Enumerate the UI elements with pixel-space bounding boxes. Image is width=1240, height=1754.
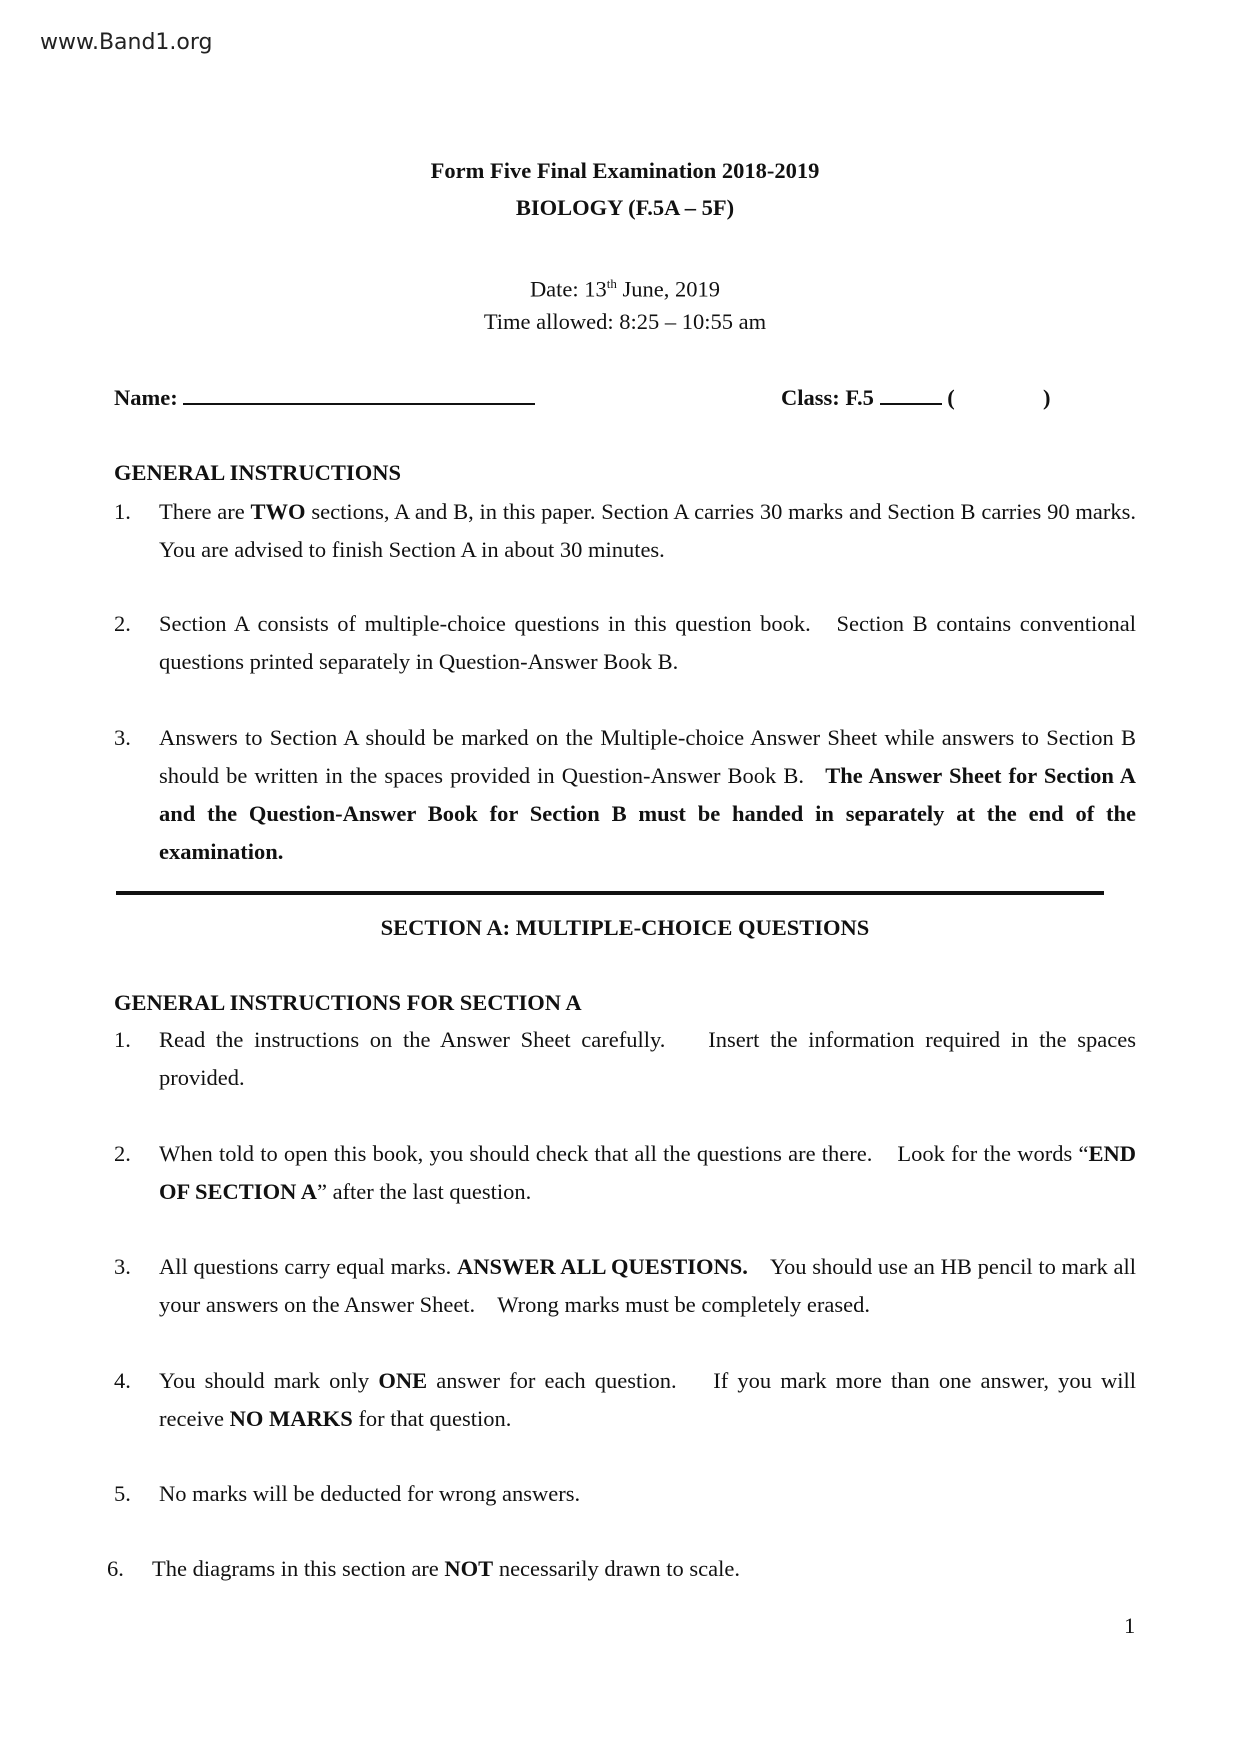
date-sup: th <box>606 276 617 291</box>
item-number: 4. <box>114 1368 131 1393</box>
exam-time: Time allowed: 8:25 – 10:55 am <box>483 309 767 334</box>
emphasis-text: ONE <box>378 1368 428 1393</box>
instruction-item <box>159 1475 1136 1513</box>
item-number: 5. <box>114 1481 131 1506</box>
emphasis-text: TWO <box>250 499 306 524</box>
instruction-item <box>159 719 1142 871</box>
section-divider <box>116 891 1104 895</box>
instruction-text: Read the instructions on the Answer Sheet carefully. Insert the information required in the spaces provided. <box>159 1027 1142 1090</box>
emphasis-text: The Answer Sheet for Section A and the Question-Answer Book for Section B must be handed in separately at the end of the examination. <box>159 763 1142 864</box>
instruction-item <box>159 1248 1142 1324</box>
instruction-text: All questions carry equal marks. <box>159 1254 457 1279</box>
exam-subject: BIOLOGY (F.5A – 5F) <box>515 195 735 220</box>
date-prefix: Date: 13 <box>529 276 607 302</box>
general-instructions-heading: GENERAL INSTRUCTIONS <box>114 460 401 485</box>
page-number: 1 <box>1124 1613 1136 1638</box>
emphasis-text: END OF SECTION A <box>159 1141 1142 1204</box>
instruction-text: ” after the last question. <box>316 1179 532 1204</box>
instruction-item <box>159 493 1141 569</box>
class-blank[interactable] <box>880 381 942 405</box>
instruction-text: You should use an HB pencil to mark all your answers on the Answer Sheet. Wrong marks must be completely erased. <box>159 1254 1142 1317</box>
instruction-item <box>159 1135 1142 1211</box>
emphasis-text: NOT <box>444 1556 494 1581</box>
instruction-text: for that question. <box>352 1406 512 1431</box>
instruction-text: When told to open this book, you should check that all the questions are there. Look for the words “ <box>159 1141 1089 1166</box>
section-a-instructions-heading: GENERAL INSTRUCTIONS FOR SECTION A <box>114 990 582 1015</box>
close-paren: ) <box>1043 385 1051 410</box>
item-number: 2. <box>114 611 131 636</box>
open-paren: ( <box>947 385 955 410</box>
instruction-item <box>159 1021 1142 1097</box>
instruction-item <box>152 1550 1129 1588</box>
name-label: Name: <box>114 385 178 410</box>
date-suffix: June, 2019 <box>616 276 721 302</box>
item-number: 3. <box>114 725 131 750</box>
exam-title: Form Five Final Examination 2018-2019 <box>430 158 820 183</box>
name-blank[interactable] <box>183 381 535 405</box>
instruction-item <box>159 1362 1142 1438</box>
watermark-url: www.Band1.org <box>40 30 213 55</box>
instruction-text: Answers to Section A should be marked on the Multiple-choice Answer Sheet while answers to Section B should be written in the spaces provided in Question-Answer Book B. <box>159 725 1142 788</box>
instruction-text: Section A consists of multiple-choice questions in this question book. Section B contains conventional questions printed separately in Question-Answer Book B. <box>159 611 1142 674</box>
emphasis-text: NO MARKS <box>229 1406 353 1431</box>
class-label: Class: F.5 <box>781 385 874 410</box>
item-number: 6. <box>107 1556 124 1581</box>
item-number: 2. <box>114 1141 131 1166</box>
instruction-text: There are <box>159 499 251 524</box>
item-number: 1. <box>114 499 131 524</box>
instruction-text: necessarily drawn to scale. <box>493 1556 740 1581</box>
item-number: 3. <box>114 1254 131 1279</box>
instruction-text: You should mark only <box>159 1368 379 1393</box>
instruction-text: sections, A and B, in this paper. Section A carries 30 marks and Section B carries 90 marks. You are advised to finish Section A in about 30 minutes. <box>159 499 1141 562</box>
section-a-title: SECTION A: MULTIPLE-CHOICE QUESTIONS <box>380 915 870 940</box>
instruction-text: No marks will be deducted for wrong answers. <box>159 1481 581 1506</box>
item-number: 1. <box>114 1027 131 1052</box>
class-field <box>781 379 1061 417</box>
instruction-item <box>159 605 1142 681</box>
instruction-text: The diagrams in this section are <box>152 1556 445 1581</box>
instruction-text: answer for each question. If you mark more than one answer, you will receive <box>159 1368 1142 1431</box>
exam-date <box>0 265 1240 309</box>
emphasis-text: ANSWER ALL QUESTIONS. <box>456 1254 748 1279</box>
name-field <box>114 379 535 417</box>
